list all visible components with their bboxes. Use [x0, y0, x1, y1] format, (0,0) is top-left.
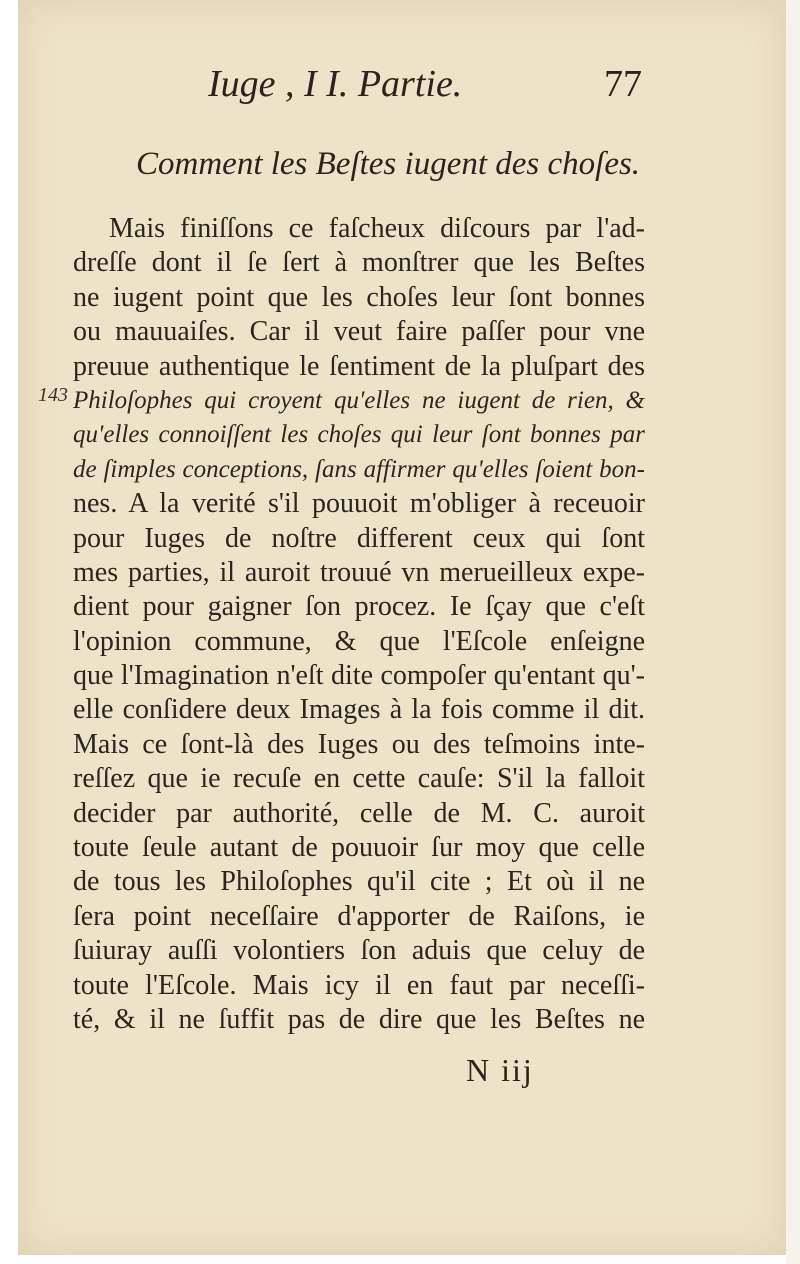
- text-line: nes. A la verité s'il pouuoit m'obliger à receuoir: [73, 488, 645, 520]
- text-line: dreſſe dont il ſe ſert à monſtrer que les Beſtes: [73, 247, 645, 279]
- text-line: toute ſeule autant de pouuoir ſur moy que celle: [73, 832, 645, 864]
- page-number: 77: [604, 63, 642, 105]
- text-line: ne iugent point que les choſes leur ſont bonnes: [73, 281, 645, 313]
- text-line: Mais finiſſons ce faſcheux diſcours par l'ad-: [109, 213, 645, 244]
- text-line: elle conſidere deux Images à la fois comme il dit.: [73, 694, 645, 726]
- text-line: l'opinion commune, & que l'Eſcole enſeigne: [73, 625, 645, 657]
- section-heading: Comment les Beſtes iugent des choſes.: [136, 146, 641, 182]
- text-line: de tous les Philoſophes qu'il cite ; Et où il ne: [73, 866, 645, 898]
- running-head: [208, 62, 658, 112]
- page-edge: [786, 0, 800, 1264]
- text-line: de ſimples conceptions, ſans affirmer qu'elles ſoient bon-: [73, 455, 645, 483]
- running-head-title: Iuge , I I. Partie.: [208, 63, 463, 105]
- body-text: [73, 212, 645, 1037]
- text-line: reſſez que ie recuſe en cette cauſe: S'il la falloit: [73, 763, 645, 795]
- text-line: preuue authentique le ſentiment de la pluſpart des: [73, 350, 645, 382]
- text-line: ſera point neceſſaire d'apporter de Raiſons, ie: [73, 900, 645, 932]
- text-line: toute l'Eſcole. Mais icy il en faut par neceſſi-: [73, 969, 645, 1001]
- text-line: que l'Imagination n'eſt dite compoſer qu'entant qu'-: [73, 660, 645, 692]
- text-line: dient pour gaigner ſon procez. Ie ſçay que c'eſt: [73, 591, 645, 623]
- text-line: decider par authorité, celle de M. C. auroit: [73, 797, 645, 829]
- text-line: Mais ce ſont-là des Iuges ou des teſmoins inte-: [73, 728, 645, 760]
- text-line: ſuiuray auſſi volontiers ſon aduis que celuy de: [73, 935, 645, 967]
- text-line: mes parties, il auroit trouué vn merueilleux expe-: [73, 556, 645, 588]
- text-line: pour Iuges de noſtre different ceux qui ſont: [73, 522, 645, 554]
- signature-mark: N iij: [466, 1052, 534, 1088]
- text-line: ou mauuaiſes. Car il veut faire paſſer pour vne: [73, 316, 645, 348]
- text-line: té, & il ne ſuffit pas de dire que les Beſtes ne: [73, 1003, 645, 1035]
- text-line: qu'elles connoiſſent les choſes qui leur ſont bonnes par: [73, 421, 645, 449]
- book-page: [18, 0, 786, 1255]
- text-line: Philoſophes qui croyent qu'elles ne iugent de rien, &: [73, 386, 645, 414]
- margin-note: 143: [38, 384, 68, 406]
